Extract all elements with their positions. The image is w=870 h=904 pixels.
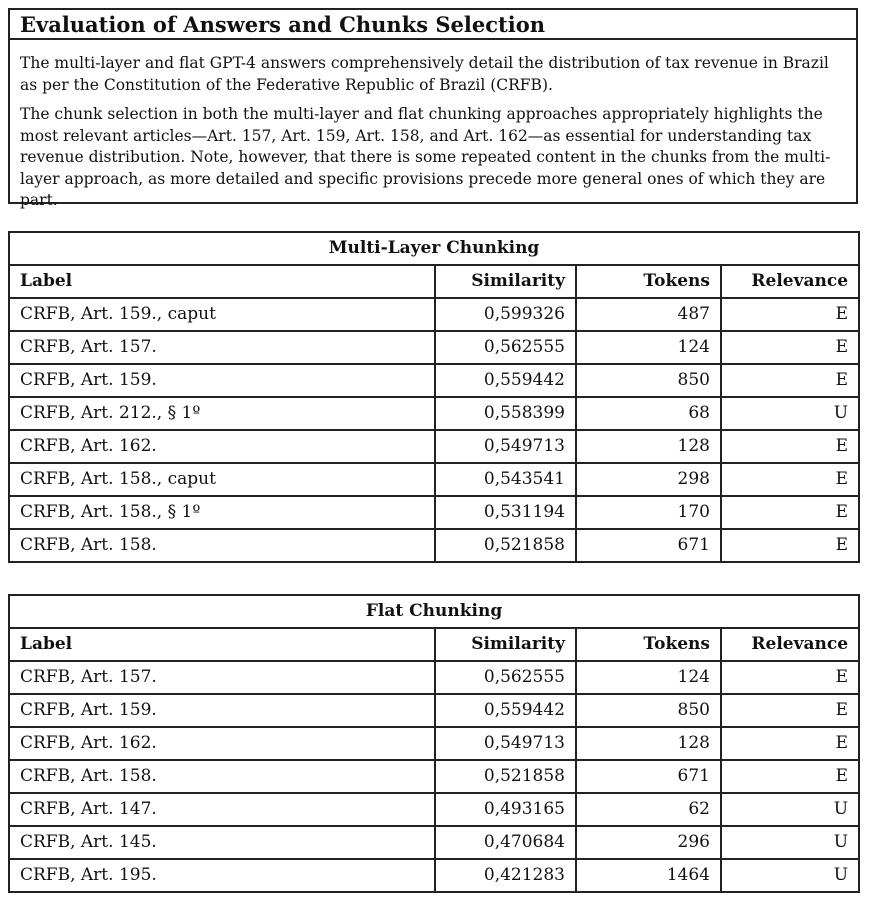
table-row bbox=[9, 397, 859, 430]
cell-relevance: E bbox=[721, 331, 859, 364]
table-row bbox=[9, 793, 859, 826]
table-row bbox=[9, 727, 859, 760]
cell-relevance: U bbox=[721, 826, 859, 859]
cell-label: CRFB, Art. 145. bbox=[9, 826, 435, 859]
cell-tokens: 128 bbox=[576, 430, 721, 463]
cell-label: CRFB, Art. 162. bbox=[9, 430, 435, 463]
cell-relevance: E bbox=[721, 529, 859, 562]
table-title: Multi-Layer Chunking bbox=[9, 232, 859, 265]
cell-similarity: 0,521858 bbox=[435, 760, 576, 793]
evaluation-box bbox=[8, 8, 858, 209]
table-title: Flat Chunking bbox=[9, 595, 859, 628]
cell-tokens: 1464 bbox=[576, 859, 721, 892]
table-row bbox=[9, 529, 859, 562]
column-header-label: Label bbox=[9, 265, 435, 298]
cell-tokens: 128 bbox=[576, 727, 721, 760]
cell-similarity: 0,549713 bbox=[435, 430, 576, 463]
cell-similarity: 0,599326 bbox=[435, 298, 576, 331]
column-header-tokens: Tokens bbox=[576, 628, 721, 661]
column-header-similarity: Similarity bbox=[435, 265, 576, 298]
cell-similarity: 0,543541 bbox=[435, 463, 576, 496]
cell-relevance: E bbox=[721, 496, 859, 529]
evaluation-paragraph: The multi-layer and flat GPT-4 answers comprehensively detail the distribution of tax revenue in Brazil as per the Constitution of the Federative Republic of Brazil (CRFB). bbox=[20, 54, 829, 94]
cell-similarity: 0,559442 bbox=[435, 694, 576, 727]
column-header-tokens: Tokens bbox=[576, 265, 721, 298]
cell-tokens: 170 bbox=[576, 496, 721, 529]
cell-label: CRFB, Art. 158. bbox=[9, 529, 435, 562]
cell-tokens: 62 bbox=[576, 793, 721, 826]
cell-tokens: 671 bbox=[576, 529, 721, 562]
cell-label: CRFB, Art. 159., caput bbox=[9, 298, 435, 331]
cell-tokens: 850 bbox=[576, 364, 721, 397]
cell-label: CRFB, Art. 195. bbox=[9, 859, 435, 892]
evaluation-body bbox=[10, 40, 856, 212]
flat-chunking-table bbox=[8, 594, 860, 893]
cell-tokens: 124 bbox=[576, 661, 721, 694]
cell-tokens: 298 bbox=[576, 463, 721, 496]
table-row bbox=[9, 661, 859, 694]
cell-similarity: 0,562555 bbox=[435, 661, 576, 694]
cell-relevance: E bbox=[721, 364, 859, 397]
cell-tokens: 296 bbox=[576, 826, 721, 859]
cell-label: CRFB, Art. 159. bbox=[9, 364, 435, 397]
table-row bbox=[9, 331, 859, 364]
table-row bbox=[9, 430, 859, 463]
cell-relevance: E bbox=[721, 760, 859, 793]
cell-label: CRFB, Art. 158., caput bbox=[9, 463, 435, 496]
table-row bbox=[9, 760, 859, 793]
cell-tokens: 671 bbox=[576, 760, 721, 793]
cell-similarity: 0,549713 bbox=[435, 727, 576, 760]
cell-relevance: E bbox=[721, 727, 859, 760]
cell-tokens: 850 bbox=[576, 694, 721, 727]
table-header-row bbox=[9, 628, 859, 661]
cell-similarity: 0,558399 bbox=[435, 397, 576, 430]
multi-layer-chunking-table bbox=[8, 231, 860, 563]
cell-similarity: 0,493165 bbox=[435, 793, 576, 826]
table-row bbox=[9, 694, 859, 727]
cell-tokens: 487 bbox=[576, 298, 721, 331]
cell-label: CRFB, Art. 159. bbox=[9, 694, 435, 727]
column-header-relevance: Relevance bbox=[721, 628, 859, 661]
cell-similarity: 0,562555 bbox=[435, 331, 576, 364]
column-header-label: Label bbox=[9, 628, 435, 661]
cell-relevance: U bbox=[721, 397, 859, 430]
cell-label: CRFB, Art. 157. bbox=[9, 661, 435, 694]
cell-relevance: E bbox=[721, 298, 859, 331]
cell-relevance: E bbox=[721, 430, 859, 463]
column-header-relevance: Relevance bbox=[721, 265, 859, 298]
cell-label: CRFB, Art. 162. bbox=[9, 727, 435, 760]
table-row bbox=[9, 826, 859, 859]
cell-similarity: 0,421283 bbox=[435, 859, 576, 892]
cell-label: CRFB, Art. 212., § 1º bbox=[9, 397, 435, 430]
cell-tokens: 68 bbox=[576, 397, 721, 430]
cell-relevance: E bbox=[721, 463, 859, 496]
cell-relevance: U bbox=[721, 859, 859, 892]
cell-relevance: E bbox=[721, 661, 859, 694]
evaluation-paragraph: The chunk selection in both the multi-layer and flat chunking approaches appropriately highlights the most relevant articles—Art. 157, Art. 159, Art. 158, and Art. 162—as essential for understanding tax revenue distribution. Note, however, that there is some repeated content in the chunks from the multi-layer approach, as more detailed and specific provisions precede more general ones of which they are part. bbox=[20, 105, 831, 209]
evaluation-title: Evaluation of Answers and Chunks Selection bbox=[10, 10, 856, 40]
cell-relevance: U bbox=[721, 793, 859, 826]
cell-similarity: 0,559442 bbox=[435, 364, 576, 397]
table-header-row bbox=[9, 265, 859, 298]
cell-similarity: 0,470684 bbox=[435, 826, 576, 859]
column-header-similarity: Similarity bbox=[435, 628, 576, 661]
cell-similarity: 0,531194 bbox=[435, 496, 576, 529]
cell-label: CRFB, Art. 157. bbox=[9, 331, 435, 364]
table-row bbox=[9, 463, 859, 496]
cell-label: CRFB, Art. 158. bbox=[9, 760, 435, 793]
table-row bbox=[9, 496, 859, 529]
table-row bbox=[9, 298, 859, 331]
cell-label: CRFB, Art. 147. bbox=[9, 793, 435, 826]
cell-similarity: 0,521858 bbox=[435, 529, 576, 562]
cell-relevance: E bbox=[721, 694, 859, 727]
table-row bbox=[9, 859, 859, 892]
cell-tokens: 124 bbox=[576, 331, 721, 364]
cell-label: CRFB, Art. 158., § 1º bbox=[9, 496, 435, 529]
table-row bbox=[9, 364, 859, 397]
